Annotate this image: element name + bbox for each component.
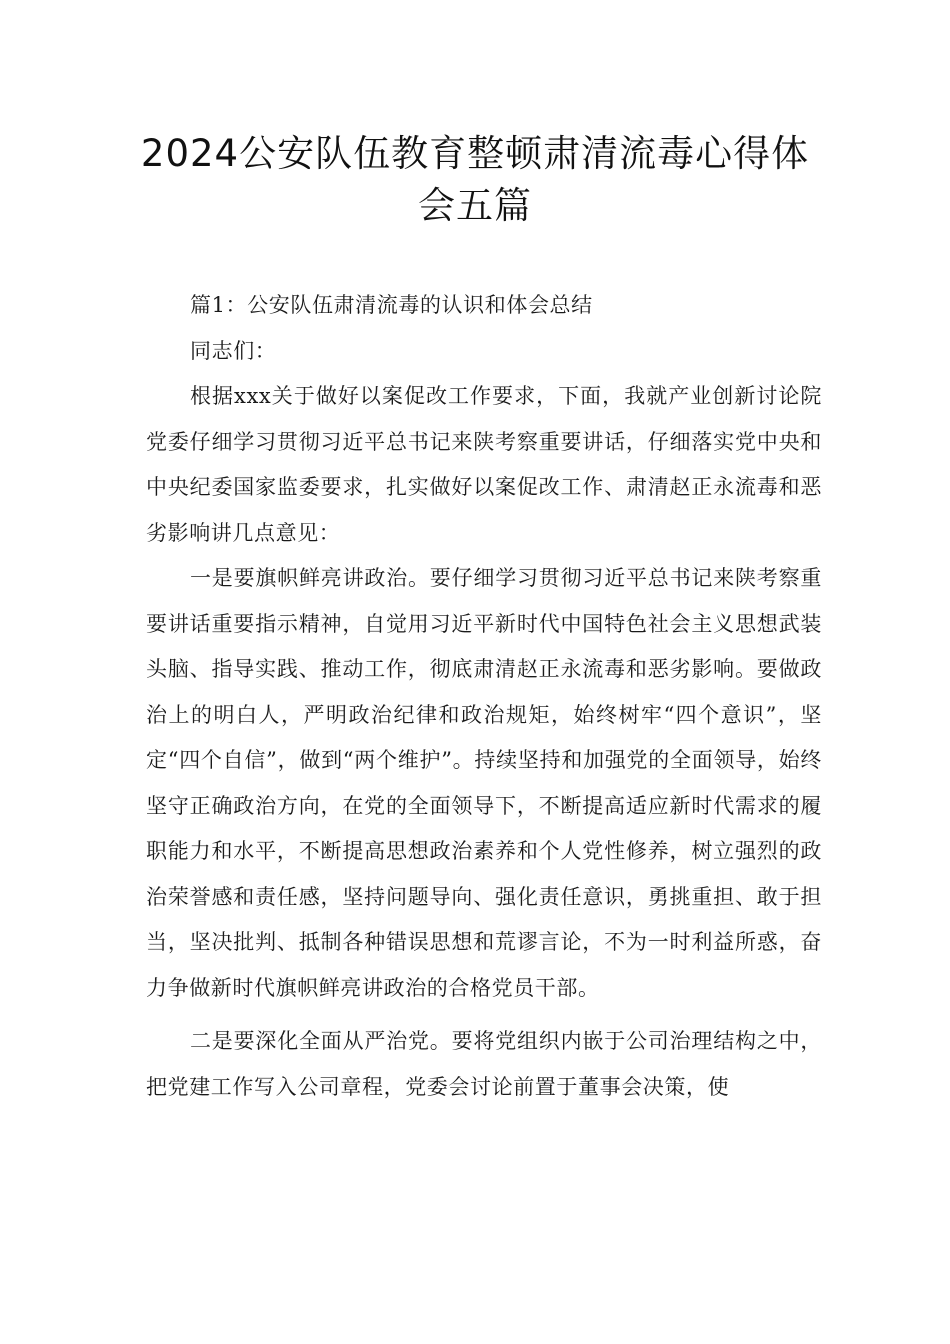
- salutation: 同志们：: [190, 338, 277, 363]
- document-body: [146, 283, 822, 1110]
- title-line-1: 2024公安队伍教育整顿肃清流毒心得体: [140, 132, 810, 175]
- title-line-2: 会五篇: [418, 184, 532, 227]
- body-paragraph: 根据xxx关于做好以案促改工作要求，下面，我就产业创新讨论院党委仔细学习贯彻习近平总书记来陕考察重要讲话，仔细落实党中央和中央纪委国家监委要求，扎实做好以案促改工作、肃清赵正永流毒和恶劣影响讲几点意见：: [146, 384, 822, 545]
- document-title: [120, 128, 830, 232]
- section-heading: 篇1：公安队伍肃清流毒的认识和体会总结: [190, 293, 593, 317]
- body-paragraph: 一是要旗帜鲜亮讲政治。要仔细学习贯彻习近平总书记来陕考察重要讲话重要指示精神，自觉用习近平新时代中国特色社会主义思想武装头脑、指导实践、推动工作，彻底肃清赵正永流毒和恶劣影响。要做政治上的明白人，严明政治纪律和政治规矩，始终树牢“四个意识”，坚定“四个自信”，做到“两个维护”。持续坚持和加强党的全面领导，始终坚守正确政治方向，在党的全面领导下，不断提高适应新时代需求的履职能力和水平，不断提高思想政治素养和个人党性修养，树立强烈的政治荣誉感和责任感，坚持问题导向、强化责任意识，勇挑重担、敢于担当，坚决批判、抵制各种错误思想和荒谬言论，不为一时利益所惑，奋力争做新时代旗帜鲜亮讲政治的合格党员干部。: [146, 566, 822, 1000]
- body-paragraph: 二是要深化全面从严治党。要将党组织内嵌于公司治理结构之中，把党建工作写入公司章程，党委会讨论前置于董事会决策，使: [146, 1029, 822, 1099]
